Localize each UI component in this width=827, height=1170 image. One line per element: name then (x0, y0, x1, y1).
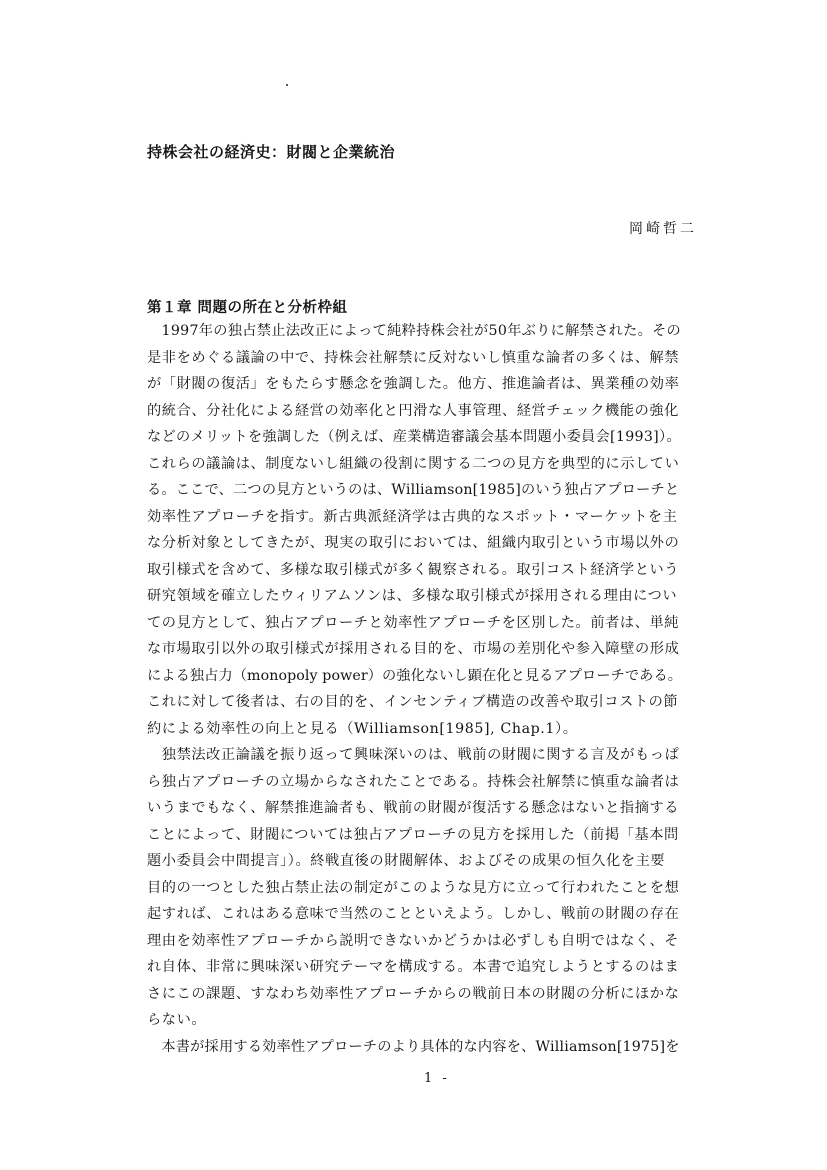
text-line: 効率性アプローチを指す。新古典派経済学は古典的なスポット・マーケットを主 (147, 508, 678, 525)
text-line: 是非をめぐる議論の中で、持株会社解禁に反対ないし慎重な論者の多くは、解禁 (147, 349, 680, 366)
text-line: さにこの課題、すなわち効率性アプローチからの戦前日本の財閥の分析にほかな (147, 985, 680, 1002)
author-name: 岡崎哲二 (629, 221, 697, 237)
text-line: ことによって、財閥については独占アプローチの見方を採用した（前掲「基本問 (147, 826, 679, 843)
text-line: などのメリットを強調した（例えば、産業構造審議会基本問題小委員会[1993]）。 (147, 429, 681, 445)
text-line: 取引様式を含めて、多様な取引様式が多く観察される。取引コスト経済学という (147, 561, 680, 578)
body-text (147, 318, 682, 1060)
text-line: 題小委員会中間提言」）。終戦直後の財閥解体、およびその成果の恒久化を主要 (147, 853, 666, 869)
text-line: 研究領域を確立したウィリアムソンは、多様な取引様式が採用される理由につい (147, 588, 678, 604)
text-line: が「財閥の復活」をもたらす懸念を強調した。他方、推進論者は、異業種の効率 (147, 376, 680, 392)
scan-speck (286, 84, 288, 86)
text-line: 本書が採用する効率性アプローチのより具体的な内容を、Williamson[1975]を (147, 1038, 680, 1055)
text-line: らない。 (147, 1012, 207, 1028)
document-title: 持株会社の経済史：財閥と企業統治 (147, 143, 396, 161)
text-line: 独禁法改正論議を振り返って興味深いのは、戦前の財閥に関する言及がもっぱ (147, 747, 680, 763)
chapter-heading: 第１章 問題の所在と分析枠組 (147, 300, 348, 316)
text-line: による独占力（monopoly power）の強化ないし顕在化と見るアプローチである。 (147, 667, 683, 684)
text-line: れ自体、非常に興味深い研究テーマを構成する。本書で追究しようとするのはま (147, 959, 680, 975)
page-number: 1 - (424, 1071, 450, 1086)
text-line: ての見方として、独占アプローチと効率性アプローチを区別した。前者は、単純 (147, 614, 680, 631)
text-line: 目的の一つとした独占禁止法の制定がこのような見方に立って行われたことを想 (147, 879, 680, 896)
text-line: 1997年の独占禁止法改正によって純粋持株会社が50年ぶりに解禁された。その (147, 323, 682, 339)
text-line: 的統合、分社化による経営の効率化と円滑な人事管理、経営チェック機能の強化 (147, 402, 679, 419)
text-line: 起すれば、これはある意味で当然のことといえよう。しかし、戦前の財閥の存在 (147, 906, 680, 922)
text-line: これに対して後者は、右の目的を、インセンティブ構造の改善や取引コストの節 (147, 694, 679, 710)
text-line: な分析対象としてきたが、現実の取引においては、組織内取引という市場以外の (147, 535, 680, 551)
text-line: 理由を効率性アプローチから説明できないかどうかは必ずしも自明ではなく、そ (147, 932, 680, 949)
text-line: 約による効率性の向上と見る（Williamson[1985], Chap.1）。 (147, 720, 578, 737)
text-line: いうまでもなく、解禁推進論者も、戦前の財閥が復活する懸念はないと指摘する (147, 800, 680, 816)
text-line: ら独占アプローチの立場からなされたことである。持株会社解禁に慎重な論者は (147, 773, 680, 790)
text-line: な市場取引以外の取引様式が採用される目的を、市場の差別化や参入障壁の形成 (147, 641, 680, 657)
text-line: これらの議論は、制度ないし組織の役割に関する二つの見方を典型的に示してい (147, 455, 680, 472)
text-line: る。ここで、二つの見方というのは、Williamson[1985]のいう独占アプローチと (147, 482, 680, 498)
